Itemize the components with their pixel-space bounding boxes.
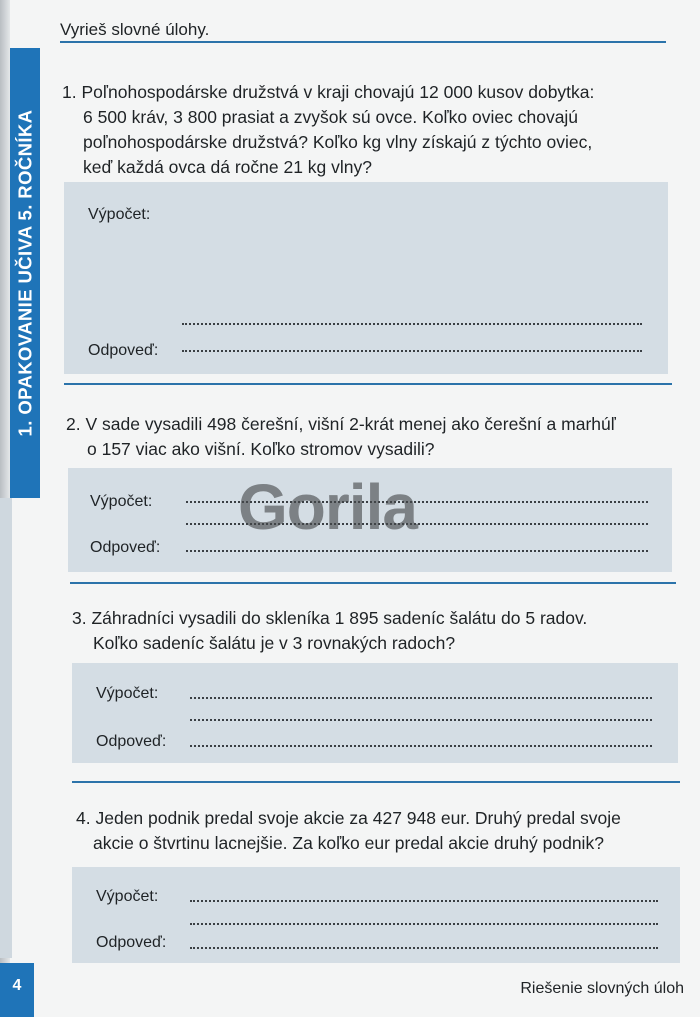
task-2-line-1: V sade vysadili 498 čerešní, višní 2-krát menej ako čerešní a marhúľ	[85, 414, 616, 434]
task-1-line-4: keď každá ovca dá ročne 21 kg vlny?	[83, 157, 372, 177]
task-2-line-2: o 157 viac ako višní. Koľko stromov vysadili?	[87, 439, 435, 459]
task-4-line-2: akcie o štvrtinu lacnejšie. Za koľko eur predal akcie druhý podnik?	[93, 833, 604, 853]
task-3-calc-line-1[interactable]	[190, 697, 652, 699]
task-4-answer-label: Odpoveď:	[96, 934, 167, 951]
page-number: 4	[0, 963, 34, 1017]
task-1-line-2: 6 500 kráv, 3 800 prasiat a zvyšok sú ovce. Koľko oviec chovajú	[83, 107, 579, 127]
task-3-line-1: Záhradníci vysadili do skleníka 1 895 sadeníc šalátu do 5 radov.	[91, 608, 588, 628]
task-3-answer-line[interactable]	[190, 745, 652, 747]
task-3-calc-line-2[interactable]	[190, 719, 652, 721]
task-4-number: 4.	[76, 808, 91, 828]
task-4-calc-line-2[interactable]	[190, 923, 658, 925]
task-2-calc-label: Výpočet:	[90, 493, 153, 510]
task-1-answer-box	[64, 182, 668, 374]
task-3-line-2: Koľko sadeníc šalátu je v 3 rovnakých radoch?	[93, 633, 456, 653]
task-3-number: 3.	[72, 608, 87, 628]
gorila-watermark: Gorila	[238, 471, 417, 543]
heading-rule	[60, 41, 666, 43]
task-1-rule	[64, 383, 672, 385]
side-strip	[0, 498, 12, 958]
footer-title: Riešenie slovných úloh	[520, 980, 684, 997]
task-1	[62, 80, 594, 180]
chapter-title: 1. OPAKOVANIE UČIVA 5. ROČNÍKA	[14, 109, 36, 437]
task-1-answer-label: Odpoveď:	[88, 342, 159, 359]
task-3-rule	[72, 781, 680, 783]
task-2-rule	[70, 582, 676, 584]
task-2-number: 2.	[66, 414, 81, 434]
task-1-number: 1.	[62, 82, 77, 102]
task-1-line-1: Poľnohospodárske družstvá v kraji chovajú 12 000 kusov dobytka:	[81, 82, 595, 102]
task-1-answer-line[interactable]	[182, 350, 642, 352]
task-3-answer-label: Odpoveď:	[96, 733, 167, 750]
task-3	[72, 606, 587, 656]
chapter-side-tab	[10, 48, 40, 498]
task-4	[76, 806, 621, 856]
instruction-heading: Vyrieš slovné úlohy.	[60, 20, 210, 39]
task-2	[66, 412, 616, 462]
task-4-answer-line[interactable]	[190, 947, 658, 949]
task-2-answer-label: Odpoveď:	[90, 539, 161, 556]
task-1-line-3: poľnohospodárske družstvá? Koľko kg vlny získajú z týchto oviec,	[83, 132, 593, 152]
task-3-calc-label: Výpočet:	[96, 685, 159, 702]
task-4-line-1: Jeden podnik predal svoje akcie za 427 948 eur. Druhý predal svoje	[95, 808, 621, 828]
task-4-answer-box	[72, 867, 680, 963]
task-3-answer-box	[72, 663, 678, 763]
task-2-answer-line[interactable]	[186, 550, 648, 552]
task-4-calc-label: Výpočet:	[96, 888, 159, 905]
task-1-calc-label: Výpočet:	[88, 206, 151, 223]
task-1-calc-line[interactable]	[182, 323, 642, 325]
task-4-calc-line-1[interactable]	[190, 900, 658, 902]
